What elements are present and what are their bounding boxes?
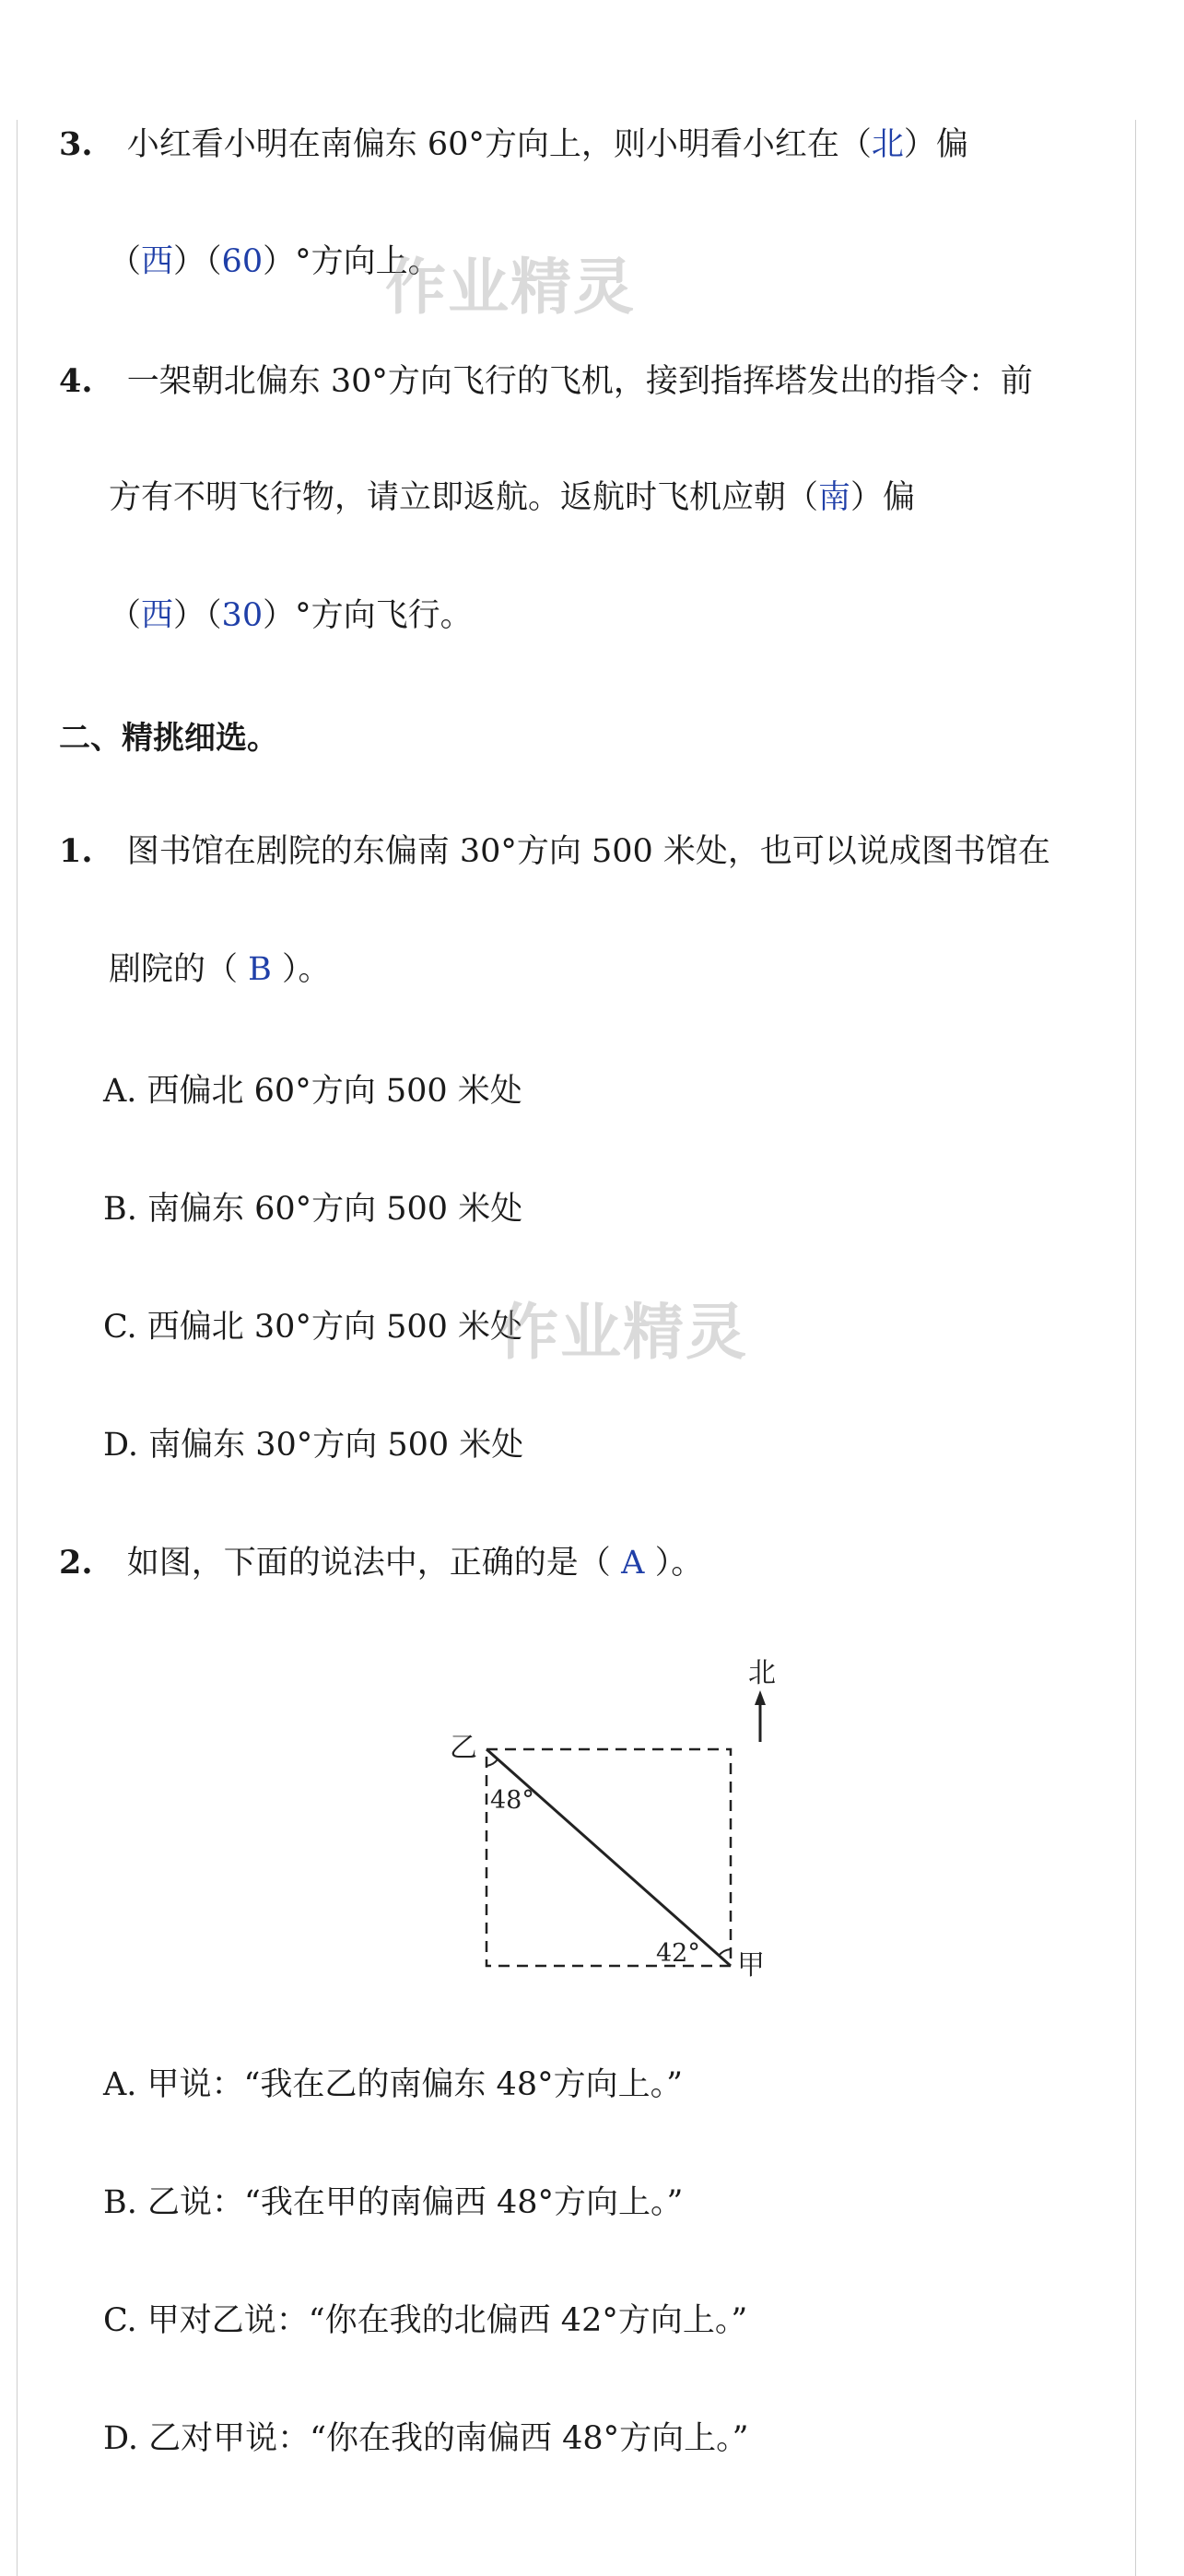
page-border-right: [1135, 120, 1136, 2576]
angle-arc-jia: [719, 1949, 731, 1956]
q4-answer-1: 南: [818, 479, 851, 516]
mc2-line: [59, 1543, 703, 1583]
q3-paren-mid: ）（: [173, 243, 222, 280]
q3-line1: [59, 124, 968, 165]
q3-answer-1: 北: [871, 126, 904, 163]
mc2-answer: A: [621, 1545, 645, 1582]
label-yi: 乙: [450, 1732, 477, 1764]
q3-answer-3: 60: [221, 243, 264, 280]
q4-text-2-pre: 方有不明飞行物，请立即返航。返航时飞机应朝（: [109, 479, 819, 516]
mc1-text-2-pre: 剧院的（: [109, 951, 239, 988]
mc1-option-b: B. 南偏东 60°方向 500 米处: [103, 1191, 523, 1228]
north-label: 北: [748, 1657, 776, 1689]
q4-paren-open: （: [109, 597, 142, 634]
mc1-option-c: C. 西偏北 30°方向 500 米处: [103, 1309, 523, 1346]
mc2-option-d: D. 乙对甲说：“你在我的南偏西 48°方向上。”: [103, 2420, 749, 2457]
section-title: 二、精挑细选。: [59, 720, 278, 757]
q3-text-post: ）偏: [903, 126, 968, 163]
direction-figure: [433, 1650, 811, 1991]
mc2-option-a: A. 甲说：“我在乙的南偏东 48°方向上。”: [103, 2066, 683, 2103]
q4-answer-3: 30: [221, 597, 264, 634]
mc2-option-c: C. 甲对乙说：“你在我的北偏西 42°方向上。”: [103, 2302, 748, 2339]
watermark-1: 作业精灵: [385, 252, 636, 323]
q3-text-pre: 小红看小明在南偏东 60°方向上，则小明看小红在（: [126, 126, 872, 163]
q4-line2: [109, 477, 915, 518]
page-border-left: [17, 120, 18, 2576]
angle-arc-yi: [486, 1759, 498, 1766]
mc1-option-d: D. 南偏东 30°方向 500 米处: [103, 1427, 524, 1464]
mc1-line1: [59, 831, 1050, 872]
q3-answer-2: 西: [141, 243, 174, 280]
q3-paren-open: （: [109, 243, 142, 280]
q4-text-1: 一架朝北偏东 30°方向飞行的飞机，接到指挥塔发出的指令：前: [126, 363, 1033, 400]
connecting-line: [486, 1749, 731, 1966]
q4-line3-post: ）°方向飞行。: [263, 597, 473, 634]
q3-line2-post: ）°方向上。: [263, 243, 440, 280]
north-arrow-icon: [755, 1690, 766, 1705]
mc2-number: 2.: [59, 1544, 93, 1582]
mc1-line2: [109, 949, 331, 990]
mc1-number: 1.: [59, 832, 93, 870]
mc1-text-1: 图书馆在剧院的东偏南 30°方向 500 米处，也可以说成图书馆在: [126, 833, 1050, 870]
angle-label-jia: 42°: [656, 1939, 700, 1968]
mc2-text-pre: 如图，下面的说法中，正确的是（: [126, 1545, 611, 1582]
watermark-2: 作业精灵: [498, 1297, 748, 1368]
q4-paren-mid: ）（: [173, 597, 222, 634]
mc2-text-post: ）。: [654, 1545, 704, 1582]
mc1-option-a: A. 西偏北 60°方向 500 米处: [103, 1073, 522, 1110]
q4-line1: [59, 361, 1033, 402]
q4-answer-2: 西: [141, 597, 174, 634]
label-jia: 甲: [737, 1949, 765, 1982]
q3-number: 3.: [59, 125, 93, 163]
mc1-text-2-post: ）。: [282, 951, 331, 988]
q4-number: 4.: [59, 362, 93, 400]
mc2-option-b: B. 乙说：“我在甲的南偏西 48°方向上。”: [103, 2184, 684, 2221]
q4-line3: [109, 595, 473, 636]
angle-label-yi: 48°: [490, 1786, 534, 1815]
q4-text-2-post: ）偏: [850, 479, 916, 516]
mc1-answer: B: [248, 951, 272, 988]
